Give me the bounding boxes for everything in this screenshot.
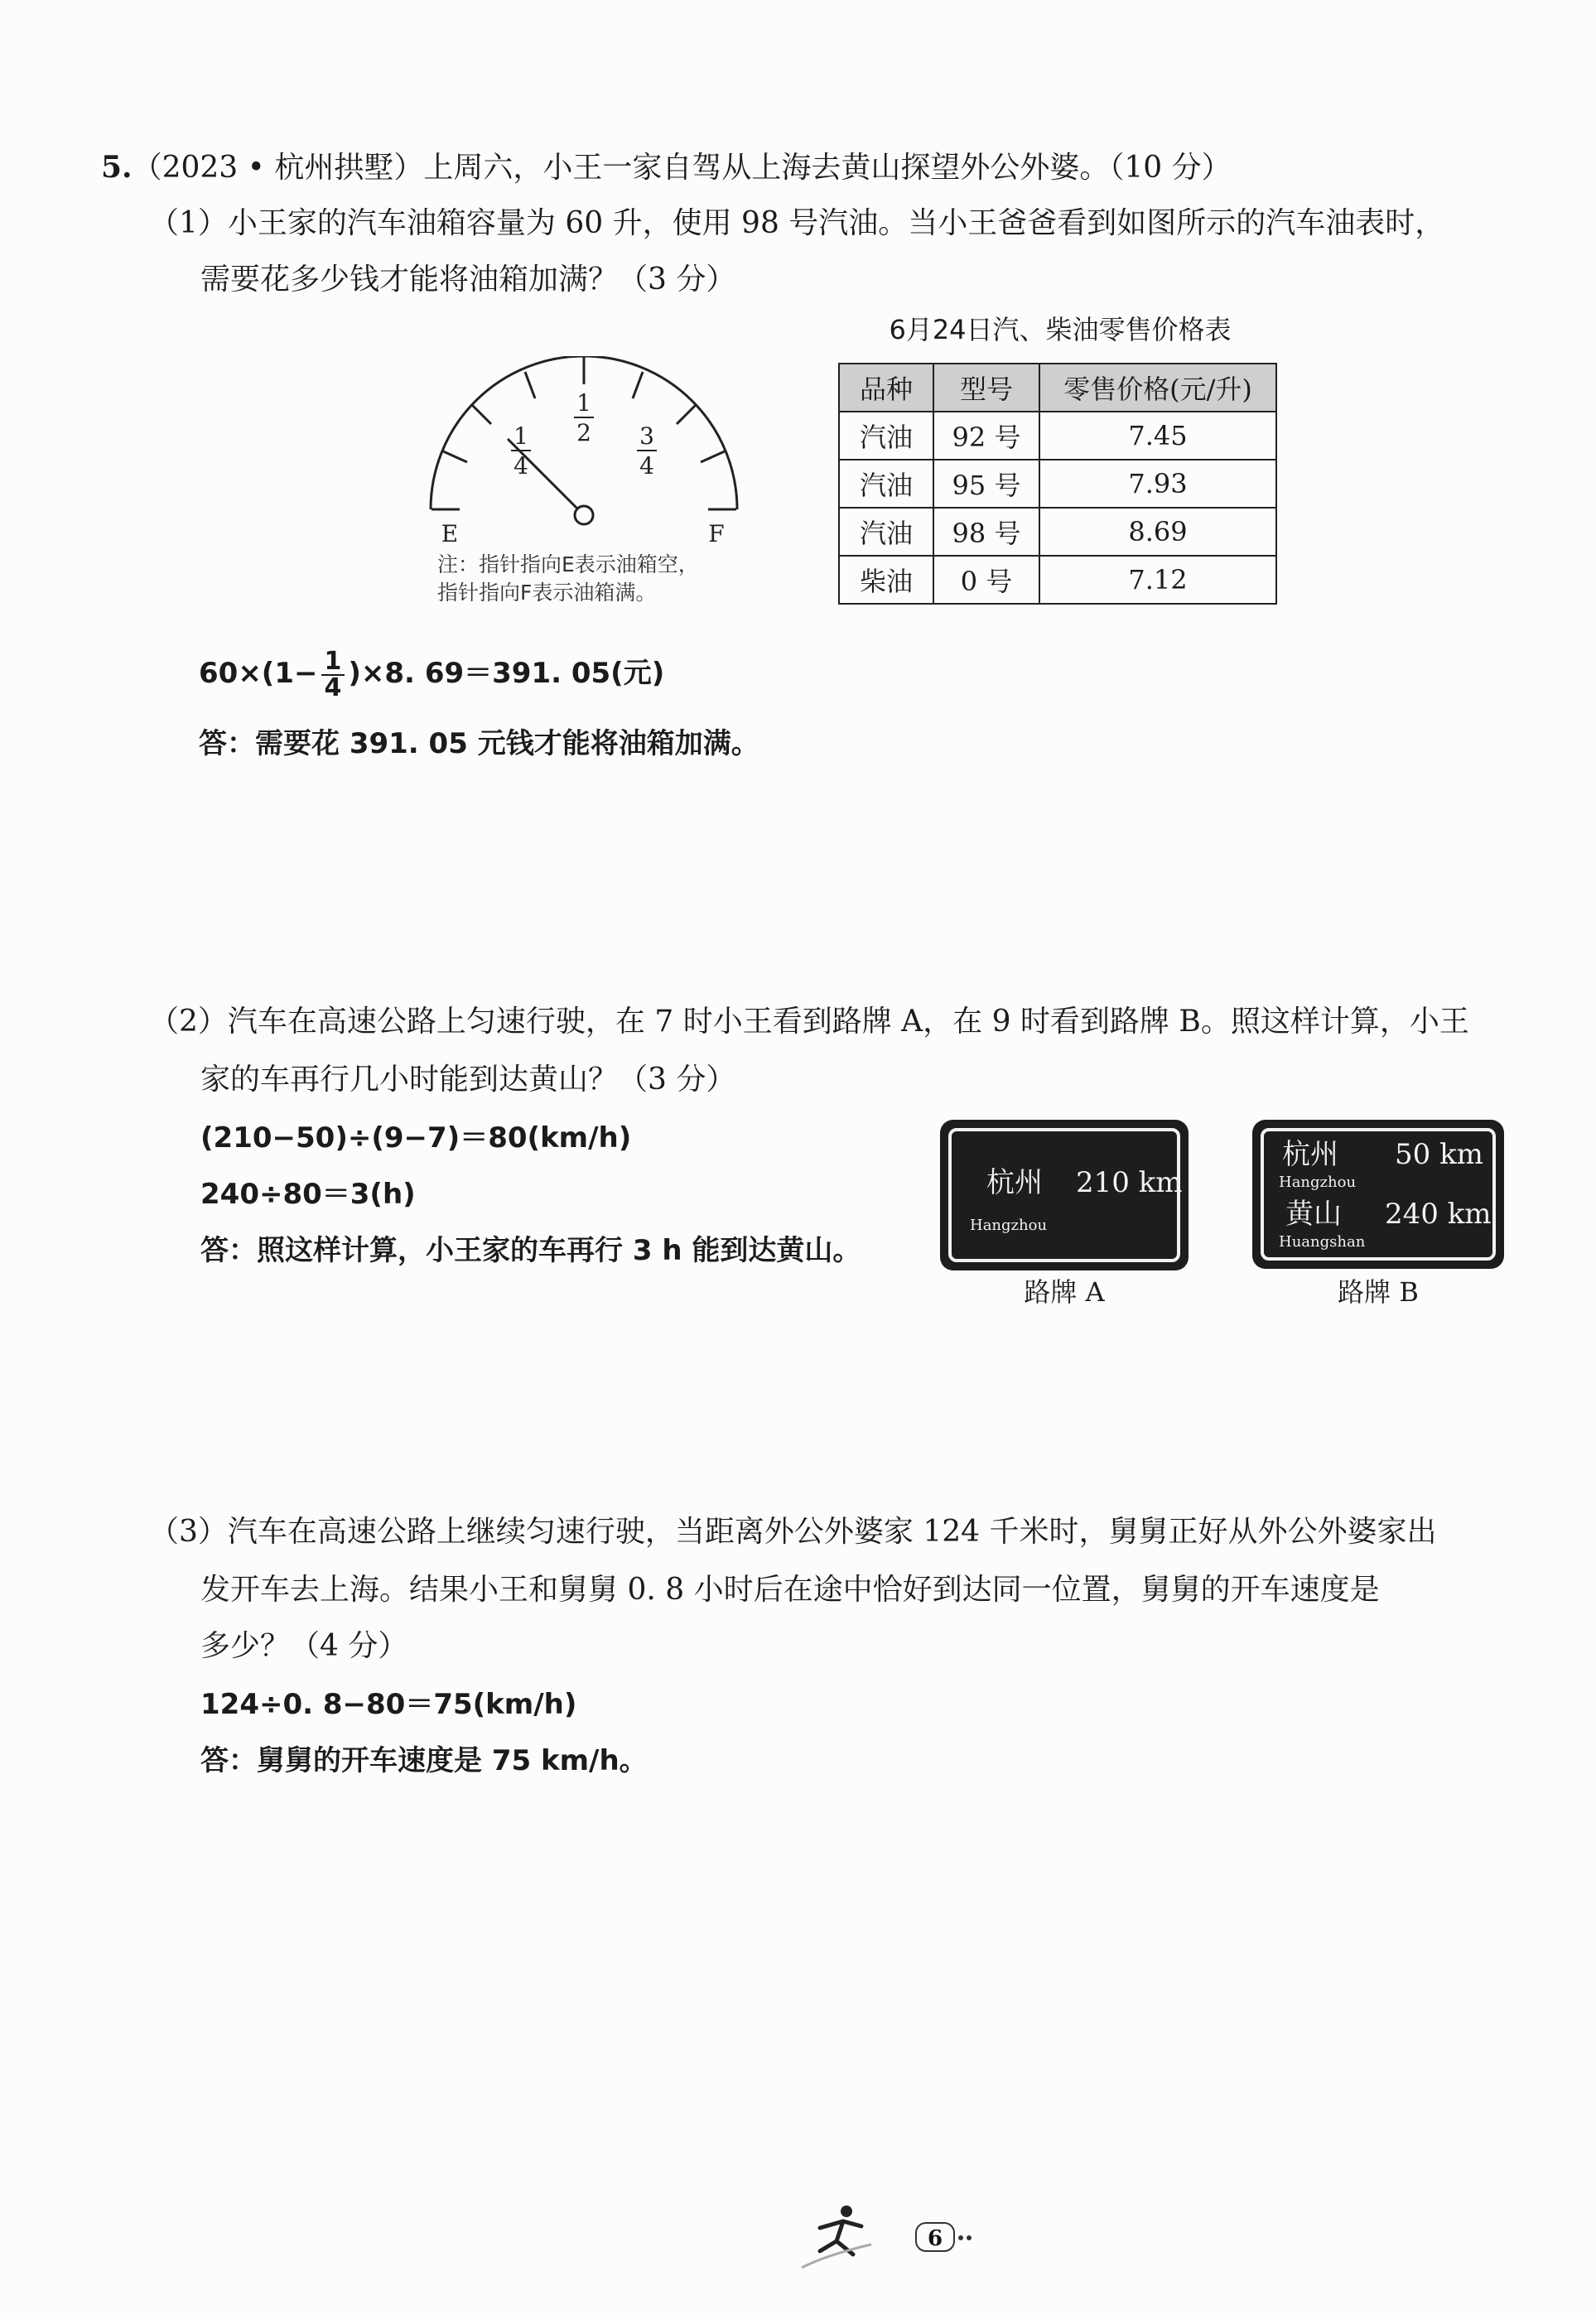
- part2-answer: 答：照这样计算，小王家的车再行 3 h 能到达黄山。: [200, 1234, 861, 1267]
- table-cell: 92 号: [933, 412, 1039, 460]
- part3-line2: 发开车去上海。结果小王和舅舅 0. 8 小时后在途中恰好到达同一位置，舅舅的开车速度是: [200, 1573, 1380, 1607]
- sign-b-city1: 杭州: [1282, 1138, 1338, 1171]
- part3-line3: 多少？（4 分）: [200, 1629, 408, 1663]
- gauge-pivot: [575, 506, 593, 524]
- sign-b-caption: 路牌 B: [1338, 1276, 1419, 1308]
- formula-num: 1: [321, 649, 345, 676]
- table-row: [839, 556, 1276, 604]
- gauge-three-quarter-den: 4: [639, 452, 654, 480]
- gauge-half-num: 1: [576, 389, 591, 417]
- gauge-label-e: E: [441, 520, 459, 547]
- gauge-note-2: 指针指向F表示油箱满。: [437, 581, 657, 605]
- table-cell: 95 号: [933, 460, 1039, 508]
- table-cell: 汽油: [839, 460, 933, 508]
- gauge-three-quarter-num: 3: [639, 422, 654, 450]
- part1-line1: （1）小王家的汽车油箱容量为 60 升，使用 98 号汽油。当小王爸爸看到如图所示的汽车油表时，: [149, 206, 1445, 240]
- formula-fraction: [321, 646, 345, 702]
- sign-b-pinyin2: Huangshan: [1279, 1233, 1366, 1251]
- table-cell: 8.69: [1039, 508, 1276, 556]
- gauge-quarter-num: 1: [514, 422, 528, 450]
- road-sign-a: [940, 1120, 1189, 1270]
- gauge-half-den: 2: [576, 419, 591, 446]
- table-row: [839, 508, 1276, 556]
- sign-b-distance2: 240 km: [1385, 1198, 1492, 1231]
- part3-calc: 124÷0. 8−80＝75(km/h): [200, 1688, 577, 1721]
- part3-answer: 答：舅舅的开车速度是 75 km/h。: [200, 1744, 648, 1777]
- runner-logo-icon: [795, 2196, 886, 2271]
- table-row: [839, 412, 1276, 460]
- question-number: 5.: [101, 150, 133, 185]
- table-cell: 98 号: [933, 508, 1039, 556]
- price-table-title: 6月24日汽、柴油零售价格表: [889, 314, 1232, 345]
- table-header-cell: 零售价格(元/升): [1039, 364, 1276, 412]
- table-cell: 7.45: [1039, 412, 1276, 460]
- sign-a-pinyin: Hangzhou: [970, 1217, 1048, 1234]
- table-header-row: [839, 364, 1276, 412]
- fuel-gauge: [418, 356, 750, 555]
- formula-pre: 60×(1−: [199, 657, 318, 690]
- part1-line2: 需要花多少钱才能将油箱加满？（3 分）: [200, 263, 736, 297]
- table-cell: 柴油: [839, 556, 933, 604]
- question-text: （2023 • 杭州拱墅）上周六，小王一家自驾从上海去黄山探望外公外婆。（10 分）: [132, 151, 1232, 185]
- part2-line2: 家的车再行几小时能到达黄山？（3 分）: [200, 1063, 736, 1097]
- part3-line1: （3）汽车在高速公路上继续匀速行驶，当距离外公外婆家 124 千米时，舅舅正好从外公外婆家出: [149, 1515, 1437, 1549]
- table-header-cell: 型号: [933, 364, 1039, 412]
- sign-b-pinyin1: Hangzhou: [1279, 1174, 1357, 1191]
- sign-b-city2: 黄山: [1285, 1198, 1342, 1231]
- price-table: [838, 363, 1277, 605]
- sign-a-city: 杭州: [986, 1166, 1043, 1199]
- part1-formula: [199, 644, 664, 702]
- page-number-badge: [886, 2211, 986, 2261]
- gauge-label-f: F: [708, 520, 725, 547]
- table-row: [839, 460, 1276, 508]
- formula-den: 4: [324, 673, 342, 702]
- part2-calc2: 240÷80＝3(h): [200, 1178, 416, 1211]
- road-sign-b: [1252, 1120, 1504, 1269]
- table-cell: 7.93: [1039, 460, 1276, 508]
- part2-calc1: (210−50)÷(9−7)＝80(km/h): [200, 1121, 632, 1155]
- table-header-cell: 品种: [839, 364, 933, 412]
- table-cell: 汽油: [839, 412, 933, 460]
- sign-a-caption: 路牌 A: [1024, 1276, 1105, 1308]
- table-cell: 0 号: [933, 556, 1039, 604]
- formula-post: )×8. 69＝391. 05(元): [348, 657, 665, 690]
- sign-b-distance1: 50 km: [1395, 1138, 1483, 1171]
- gauge-note-1: 注：指针指向E表示油箱空，: [437, 552, 699, 576]
- page-number: 6: [927, 2226, 943, 2251]
- gauge-quarter-den: 4: [514, 452, 528, 480]
- table-cell: 汽油: [839, 508, 933, 556]
- question-header: [101, 149, 1232, 186]
- part2-line1: （2）汽车在高速公路上匀速行驶，在 7 时小王看到路牌 A，在 9 时看到路牌 B。照这样计算，小王: [149, 1005, 1469, 1039]
- sign-a-distance: 210 km: [1076, 1166, 1183, 1199]
- table-cell: 7.12: [1039, 556, 1276, 604]
- part1-answer: 答：需要花 391. 05 元钱才能将油箱加满。: [199, 727, 759, 760]
